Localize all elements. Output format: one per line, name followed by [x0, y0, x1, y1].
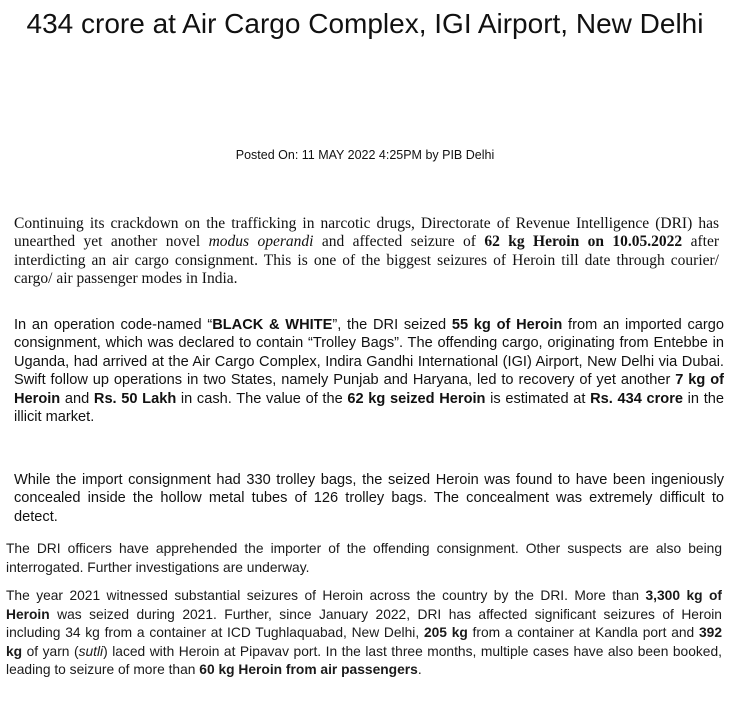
p5-text: ) laced with Heroin at Pipavav port. In the last three months, multiple cases have also been booked, leading to seizure of more than	[6, 643, 722, 678]
p5-bold: 205 kg	[423, 625, 468, 641]
p2-text: is estimated at	[485, 390, 591, 407]
p2-bold: Rs. 50 Lakh	[93, 390, 177, 407]
p2-bold: 55 kg of Heroin	[451, 317, 563, 333]
p2-bold: Rs. 434 crore	[590, 390, 684, 407]
p5-bold: 392 kg	[6, 625, 722, 659]
p1-bold: 62 kg Heroin on 10.05.2022	[484, 233, 683, 251]
paragraph-2	[14, 316, 724, 426]
paragraph-5	[6, 587, 722, 680]
p5-text: was seized during 2021. Further, since January 2022, DRI has affected significant seizures of Heroin including 34 kg from a container at ICD Tughlaquabad, New Delhi,	[6, 606, 722, 641]
p2-bold: 62 kg seized Heroin	[347, 390, 486, 407]
p1-text: Continuing its crackdown on the trafficking in narcotic drugs, Directorate of Revenue Intelligence (DRI) has unearthed yet another novel	[14, 215, 719, 251]
p1-text: and affected seizure of	[313, 233, 485, 251]
p2-bold: 7 kg of Heroin	[14, 372, 724, 407]
page-title: 434 crore at Air Cargo Complex, IGI Airport, New Delhi	[26, 8, 704, 39]
p5-bold: 3,300 kg of Heroin	[6, 588, 722, 622]
paragraph-4: The DRI officers have apprehended the importer of the offending consignment. Other suspects are also being interrogated. Further investigations are underway.	[6, 541, 722, 575]
posted-on-line: Posted On: 11 MAY 2022 4:25PM by PIB Delhi	[235, 148, 495, 162]
p5-italic: sutli	[78, 643, 104, 659]
p1-text: after interdicting an air cargo consignment. This is one of the biggest seizures of Heroin till date through courier/ cargo/ air passenger modes in India.	[14, 233, 719, 288]
p2-text: ”, the DRI seized	[332, 317, 452, 333]
p5-text: .	[417, 662, 422, 678]
p1-italic: modus operandi	[208, 233, 314, 251]
p2-text: In an operation code-named “	[14, 317, 213, 333]
p5-text: The year 2021 witnessed substantial seizures of Heroin across the country by the DRI. More than	[6, 588, 646, 603]
paragraph-1	[14, 215, 719, 289]
paragraph-3: While the import consignment had 330 trolley bags, the seized Heroin was found to have been ingeniously concealed inside the hollow metal tubes of 126 trolley bags. The concealment was extremely difficult to detect.	[14, 472, 724, 525]
p5-text: from a container at Kandla port and	[467, 625, 699, 641]
p2-text: and	[60, 390, 94, 407]
p2-bold: BLACK & WHITE	[212, 317, 333, 333]
p2-text: in the illicit market.	[14, 390, 724, 426]
p5-bold: 60 kg Heroin from air passengers	[199, 662, 418, 678]
p2-text: in cash. The value of the	[176, 390, 348, 407]
p5-text: of yarn (	[22, 643, 79, 659]
p2-text: from an imported cargo consignment, which was declared to contain “Trolley Bags”. The offending cargo, originating from Entebbe in Uganda, had arrived at the Air Cargo Complex, Indira Gandhi International (IGI) Airport, New Delhi via Dubai. Swift follow up operations in two States, namely Punjab and Haryana, led to recovery of yet another	[14, 317, 724, 389]
